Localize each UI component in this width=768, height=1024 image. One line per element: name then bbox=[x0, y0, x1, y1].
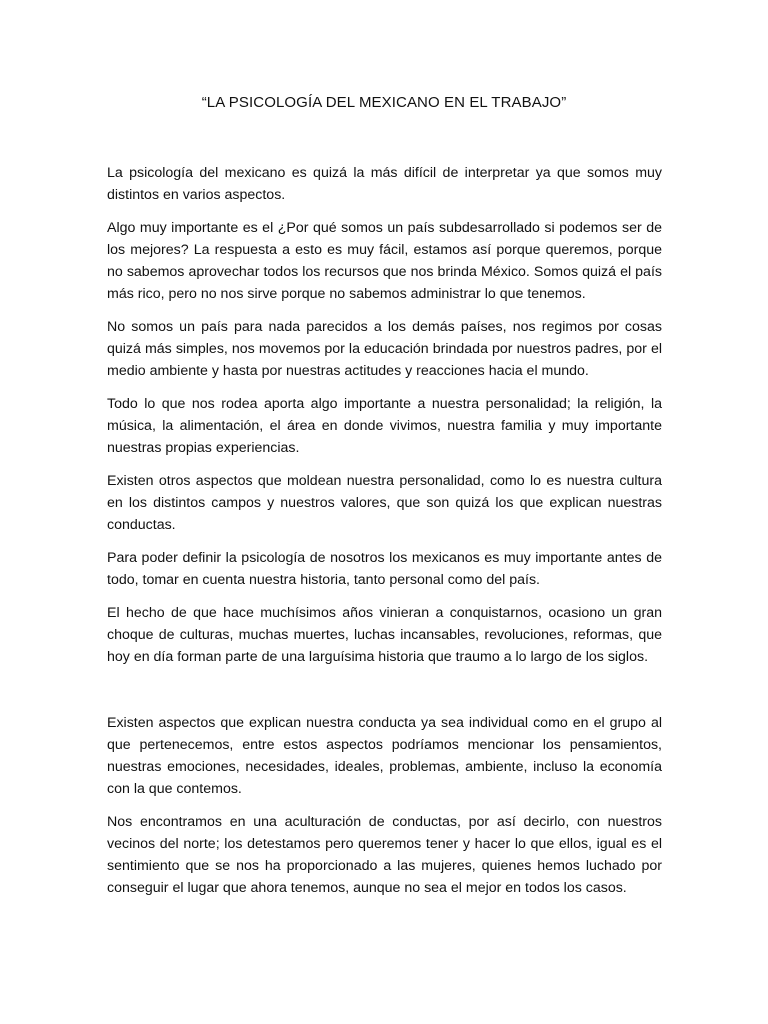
paragraph: El hecho de que hace muchísimos años vinieran a conquistarnos, ocasiono un gran choque de culturas, muchas muertes, luchas incansables, revoluciones, reformas, que hoy en día forman parte de una larguísima historia que traumo a lo largo de los siglos. bbox=[107, 605, 662, 665]
paragraph: Algo muy importante es el ¿Por qué somos un país subdesarrollado si podemos ser de los mejores? La respuesta a esto es muy fácil, estamos así porque queremos, porque no sabemos aprovechar todos los recursos que nos brinda México. Somos quizá el país más rico, pero no nos sirve porque no sabemos administrar lo que tenemos. bbox=[107, 220, 662, 302]
paragraph: Existen otros aspectos que moldean nuestra personalidad, como lo es nuestra cultura en los distintos campos y nuestros valores, que son quizá los que explican nuestras conductas. bbox=[107, 473, 662, 533]
paragraph: Existen aspectos que explican nuestra conducta ya sea individual como en el grupo al que pertenecemos, entre estos aspectos podríamos mencionar los pensamientos, nuestras emociones, necesidades, ideales, problemas, ambiente, incluso la economía con la que contemos. bbox=[107, 715, 662, 797]
paragraph: La psicología del mexicano es quizá la más difícil de interpretar ya que somos muy distintos en varios aspectos. bbox=[107, 165, 662, 203]
document-title: “LA PSICOLOGÍA DEL MEXICANO EN EL TRABAJO” bbox=[201, 94, 567, 111]
document-body bbox=[107, 162, 662, 910]
paragraph: Todo lo que nos rodea aporta algo importante a nuestra personalidad; la religión, la música, la alimentación, el área en donde vivimos, nuestra familia y muy importante nuestras propias experiencias. bbox=[107, 396, 662, 456]
paragraph: Para poder definir la psicología de nosotros los mexicanos es muy importante antes de todo, tomar en cuenta nuestra historia, tanto personal como del país. bbox=[107, 550, 662, 588]
paragraph: No somos un país para nada parecidos a los demás países, nos regimos por cosas quizá más simples, nos movemos por la educación brindada por nuestros padres, por el medio ambiente y hasta por nuestras actitudes y reacciones hacia el mundo. bbox=[107, 319, 662, 379]
paragraph: Nos encontramos en una aculturación de conductas, por así decirlo, con nuestros vecinos del norte; los detestamos pero queremos tener y hacer lo que ellos, igual es el sentimiento que se nos ha proporcionado a las mujeres, quienes hemos luchado por conseguir el lugar que ahora tenemos, aunque no sea el mejor en todos los casos. bbox=[107, 814, 662, 896]
paragraph-spacer bbox=[107, 679, 662, 712]
